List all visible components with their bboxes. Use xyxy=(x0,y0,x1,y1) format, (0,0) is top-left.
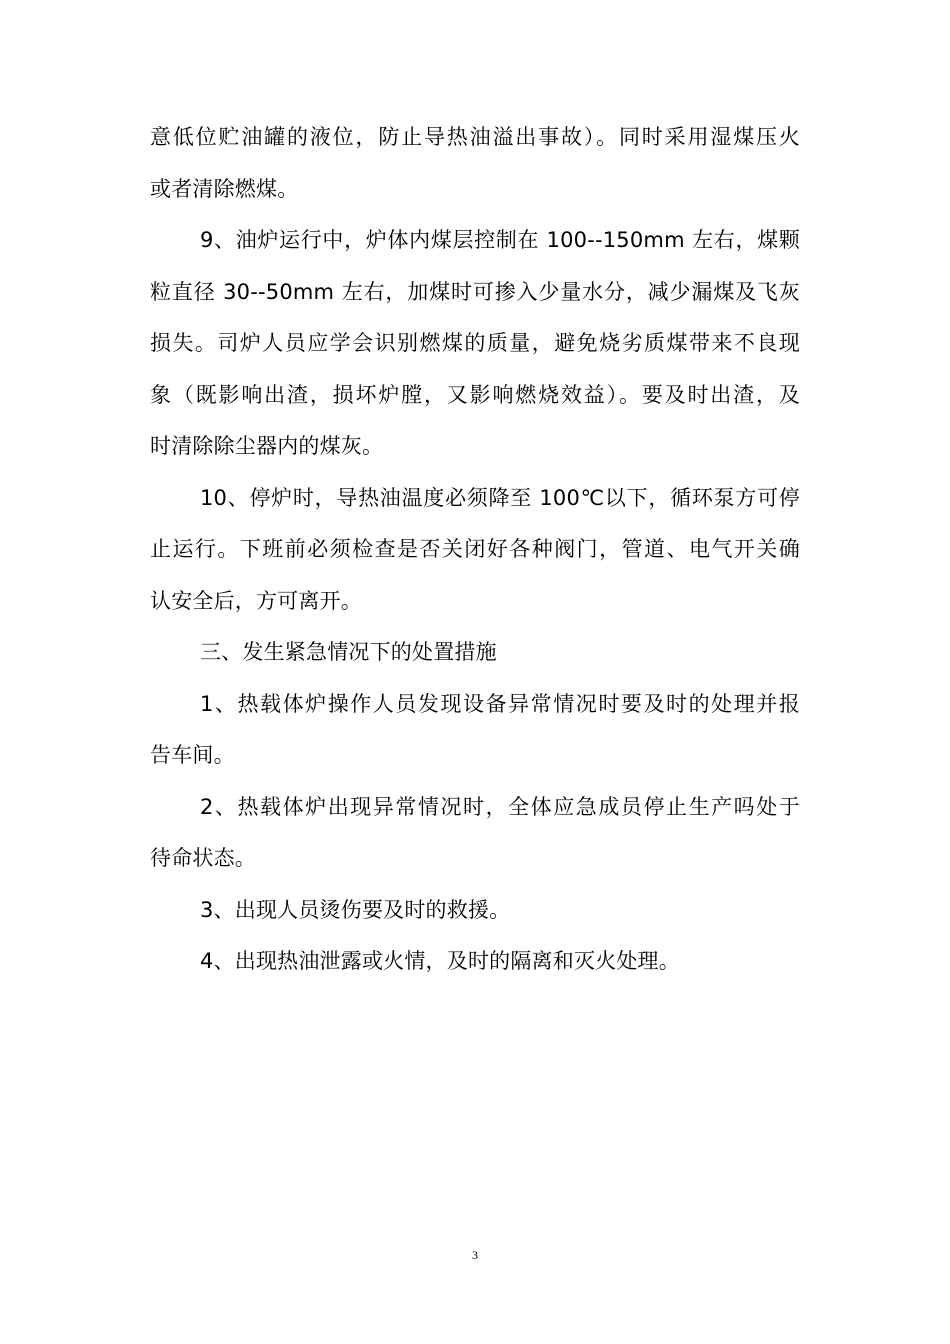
page-number: 3 xyxy=(472,1248,478,1262)
paragraph-start-line: 2、热载体炉出现异常情况时，全体应急成员停止生产吗处于 xyxy=(200,794,800,819)
text-line: 认安全后，方可离开。 xyxy=(150,588,362,613)
body-text xyxy=(150,112,800,988)
text-line: 损失。司炉人员应学会识别燃煤的质量，避免烧劣质煤带来不良现 xyxy=(150,331,800,355)
text-line: 止运行。下班前必须检查是否关闭好各种阀门，管道、电气开关确 xyxy=(150,537,800,561)
text-line: 意低位贮油罐的液位，防止导热油溢出事故）。同时采用湿煤压火 xyxy=(150,125,800,149)
text-line: 时清除除尘器内的煤灰。 xyxy=(150,434,384,458)
text-line: 粒直径 30--50mm 左右，加煤时可掺入少量水分，减少漏煤及飞灰 xyxy=(150,279,800,304)
paragraph-start-line: 3、出现人员烫伤要及时的救援。 xyxy=(200,897,511,922)
paragraph-start-line: 9、油炉运行中，炉体内煤层控制在 100--150mm 左右，煤颗 xyxy=(200,228,800,252)
text-line: 待命状态。 xyxy=(150,846,256,870)
paragraph-start-line: 4、出现热油泄露或火情，及时的隔离和灭火处理。 xyxy=(200,949,680,973)
text-line: 或者清除燃煤。 xyxy=(150,176,299,201)
section-heading: 三、发生紧急情况下的处置措施 xyxy=(200,640,497,664)
paragraph-start-line: 1、热载体炉操作人员发现设备异常情况时要及时的处理并报 xyxy=(200,691,800,716)
paragraph-start-line: 10、停炉时，导热油温度必须降至 100℃以下，循环泵方可停 xyxy=(200,485,800,510)
text-line: 象（既影响出渣，损坏炉膛，又影响燃烧效益）。要及时出渣，及 xyxy=(150,382,800,407)
text-line: 告车间。 xyxy=(150,743,235,767)
